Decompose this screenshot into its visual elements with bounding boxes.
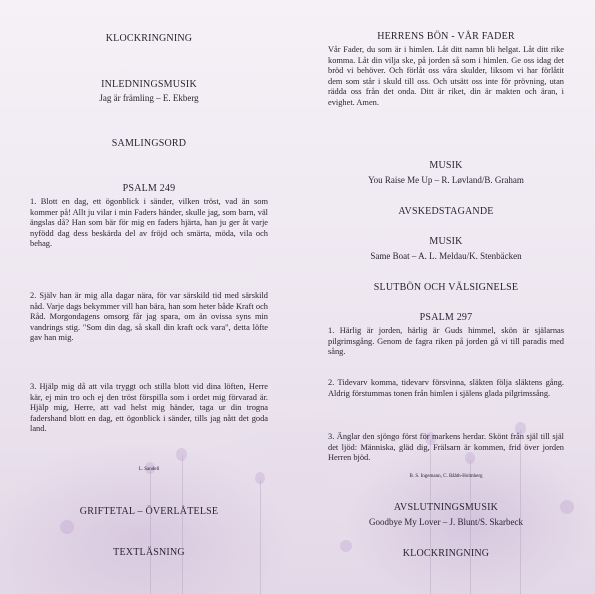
- inledningsmusik-piece: Jag är främling – E. Ekberg: [99, 93, 199, 103]
- avslutningsmusik-heading: AVSLUTNINGSMUSIK: [393, 502, 499, 513]
- herrens-bon-heading: HERRENS BÖN - VÅR FADER: [377, 31, 515, 42]
- psalm-249-title: PSALM 249: [122, 183, 176, 194]
- musik-heading-2: MUSIK: [429, 236, 463, 247]
- psalm-249-verse-2: 2. Själv han är mig alla dagar nära, för var särskild tid med särskild nåd. Varje dags bekymmer vill han bära, han som heter både Kraft och Råd. Morgondagens omsorg får jag spara, om än ovissa syns min vandrings stig. "Som din dag, så skall din kraft ock vara", detta löfte gav han mig.: [30, 291, 268, 343]
- psalm-249-credit: L. Sandell: [138, 467, 160, 472]
- avslutningsmusik-piece: Goodbye My Lover – J. Blunt/S. Skarbeck: [369, 517, 523, 527]
- griftetal-heading: GRIFTETAL – ÖVERLÅTELSE: [79, 506, 219, 517]
- slutbon-heading: SLUTBÖN OCH VÄLSIGNELSE: [373, 282, 519, 293]
- psalm-249-verse-1: 1. Blott en dag, ett ögonblick i sänder, vilken tröst, vad än som kommer på! Allt ju vilar i min Faders händer, skulle jag, som barn, väl ängslas då? Han som bär för mig en faders hjärta, han ju ger åt varje nyfödd dag dess beskärda del av fröjd och smärta, möda, vila och behag.: [30, 197, 268, 249]
- inledningsmusik-heading: INLEDNINGSMUSIK: [101, 79, 197, 90]
- klockringning-heading: KLOCKRINGNING: [105, 33, 193, 44]
- musik-piece-1: You Raise Me Up – R. Løvland/B. Graham: [368, 175, 524, 185]
- textlasning-heading: TEXTLÄSNING: [113, 547, 185, 558]
- klockringning-heading-2: KLOCKRINGNING: [402, 548, 490, 559]
- psalm-297-verse-1: 1. Härlig är jorden, härlig är Guds himmel, skön är själarnas pilgrimsgång. Genom de fagra riken på jorden gå vi till paradis med sång.: [328, 326, 564, 357]
- avskedstagande-heading: AVSKEDSTAGANDE: [398, 206, 494, 217]
- psalm-249-verse-3: 3. Hjälp mig då att vila tryggt och stilla blott vid dina löften, Herre kär, ej min tro och ej den tröst förspilla som i ordet mig förvarad är. Hjälp mig, Herre, att vad helst mig händer, taga ur din trogna fadershand blott en dag, ett ögonblick i sänder, tills jag nått det goda land.: [30, 382, 268, 434]
- psalm-297-credit: B. S. Ingemann, C. Bååth-Holmberg: [409, 474, 483, 479]
- musik-heading-1: MUSIK: [429, 160, 463, 171]
- psalm-297-verse-3: 3. Änglar den sjöngo först för markens herdar. Skönt från själ till själ det ljöd: Människa, gläd dig, Frälsarn är kommen, frid över jorden Herren bjöd.: [328, 432, 564, 463]
- psalm-297-title: PSALM 297: [419, 312, 473, 323]
- musik-piece-2: Same Boat – A. L. Meldau/K. Stenbäcken: [370, 251, 522, 261]
- samlingsord-heading: SAMLINGSORD: [111, 138, 187, 149]
- psalm-297-verse-2: 2. Tidevarv komma, tidevarv försvinna, släkten följa släktens gång. Aldrig förstummas tonen från himlen i själens glada pilgrimssång.: [328, 378, 564, 398]
- herrens-bon-text: Vår Fader, du som är i himlen. Låt ditt namn bli helgat. Låt ditt rike komma. Låt din vilja ske, på jorden så som i himlen. Ge oss idag det bröd vi behöver. Och förlåt oss våra skulder, liksom vi har förlåtit dem som står i skuld till oss. Och utsätt oss inte för prövning, utan rädda oss från det onda. Ditt är riket, din är makten och äran, i evighet. Amen.: [328, 45, 564, 107]
